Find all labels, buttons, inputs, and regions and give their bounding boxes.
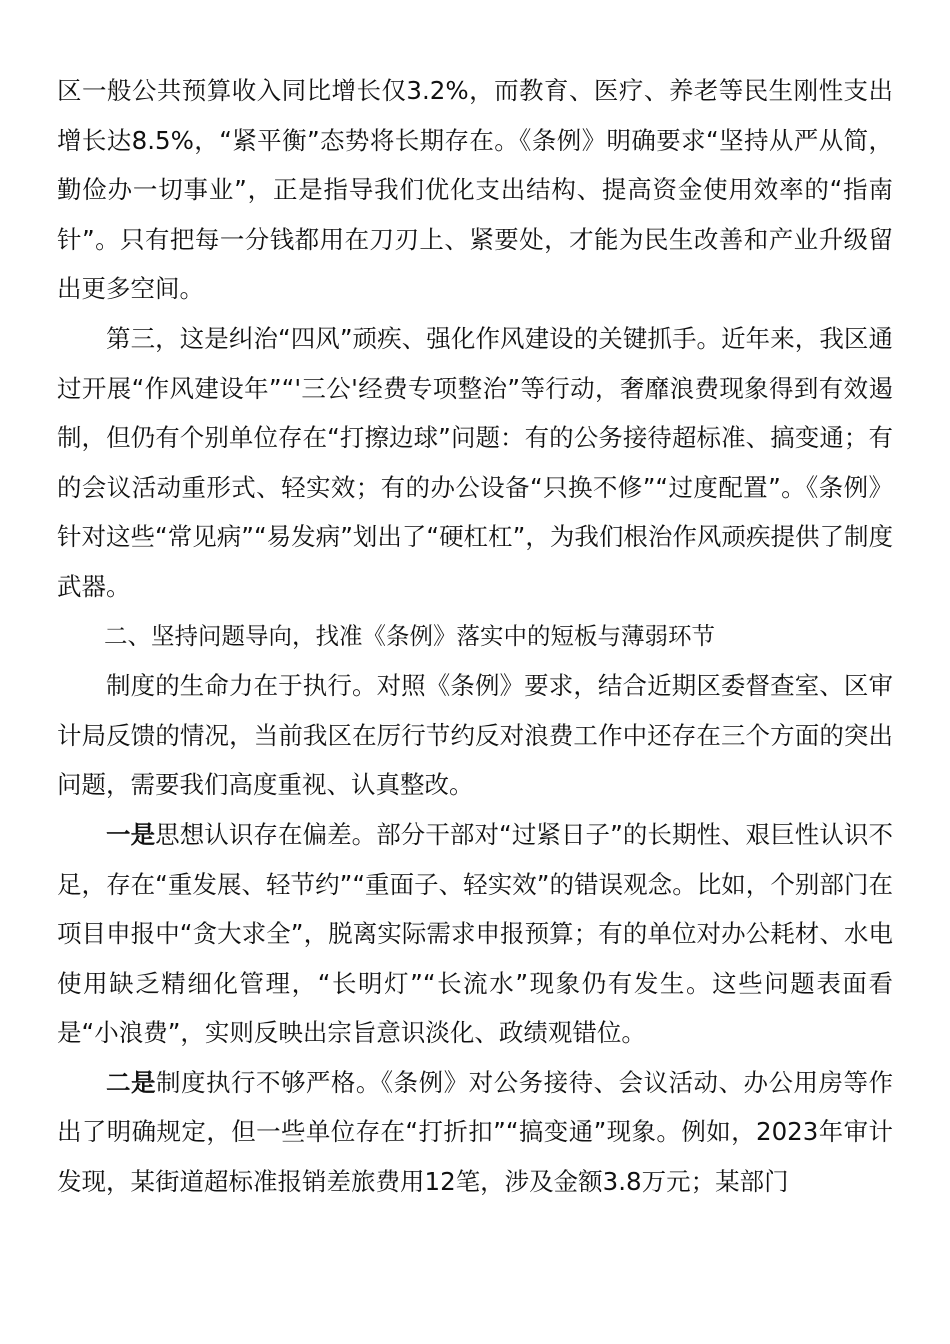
paragraph-four-winds: 第三，这是纠治“四风”顽疾、强化作风建设的关键抓手。近年来，我区通过开展“作风建设年”“'三公'经费专项整治”等行动，奢靡浪费现象得到有效遏制，但仍有个别单位存在“打擦边球”问题：有的公务接待超标准、搞变通；有的会议活动重形式、轻实效；有的办公设备“只换不修”“过度配置”。《条例》针对这些“常见病”“易发病”划出了“硬杠杠”，为我们根治作风顽疾提供了制度武器。 bbox=[57, 323, 893, 601]
issue-one-lead: 一是 bbox=[106, 819, 156, 849]
issue-two-lead: 二是 bbox=[106, 1067, 156, 1097]
paragraph-issue-two bbox=[57, 1058, 893, 1207]
document-body bbox=[57, 66, 893, 1207]
paragraph-execution: 制度的生命力在于执行。对照《条例》要求，结合近期区委督查室、区审计局反馈的情况，当前我区在厉行节约反对浪费工作中还存在三个方面的突出问题，需要我们高度重视、认真整改。 bbox=[57, 671, 893, 800]
section-heading-problem-oriented: 二、坚持问题导向，找准《条例》落实中的短板与薄弱环节 bbox=[104, 622, 715, 649]
issue-two-text: 制度执行不够严格。《条例》对公务接待、会议活动、办公用房等作出了明确规定，但一些单位存在“打折扣”“搞变通”现象。例如，2023年审计发现，某街道超标准报销差旅费用12笔，涉及金额3.8万元；某部门 bbox=[57, 1067, 893, 1197]
issue-one-text: 思想认识存在偏差。部分干部对“过紧日子”的长期性、艰巨性认识不足，存在“重发展、轻节约”“重面子、轻实效”的错误观念。比如，个别部门在项目申报中“贪大求全”，脱离实际需求申报预算；有的单位对办公耗材、水电使用缺乏精细化管理，“长明灯”“长流水”现象仍有发生。这些问题表面看是“小浪费”，实则反映出宗旨意识淡化、政绩观错位。 bbox=[57, 819, 894, 1048]
paragraph-issue-one bbox=[57, 810, 893, 1058]
paragraph-budget-pressure: 区一般公共预算收入同比增长仅3.2%，而教育、医疗、养老等民生刚性支出增长达8.5%，“紧平衡”态势将长期存在。《条例》明确要求“坚持从严从简，勤俭办一切事业”，正是指导我们优化支出结构、提高资金使用效率的“指南针”。只有把每一分钱都用在刀刃上、紧要处，才能为民生改善和产业升级留出更多空间。 bbox=[57, 76, 893, 304]
